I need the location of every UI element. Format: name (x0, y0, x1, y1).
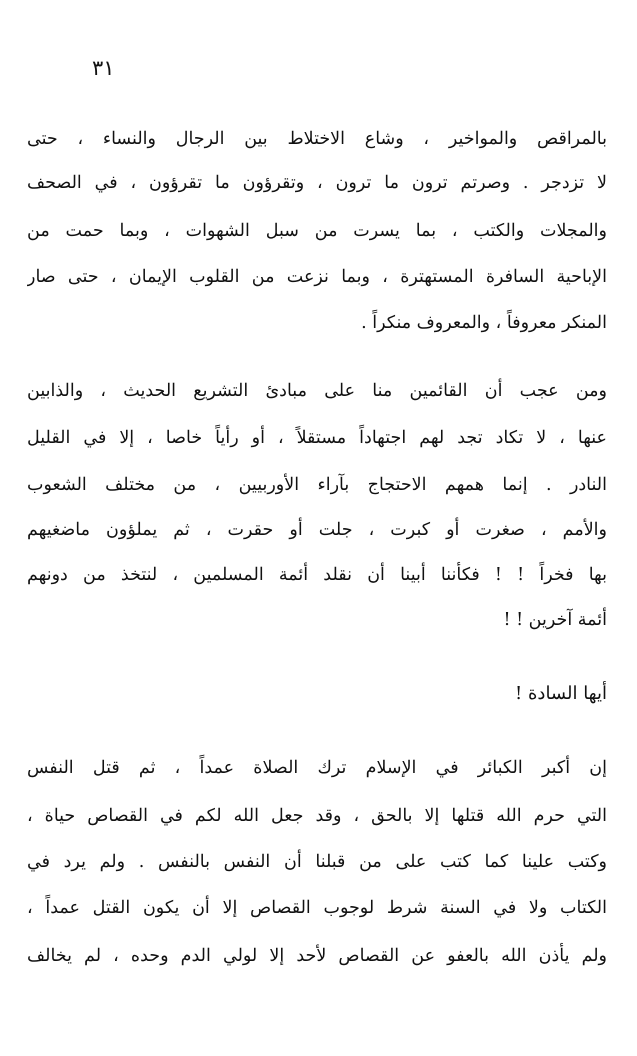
text-line: المنكر معروفاً ، والمعروف منكراً . (361, 313, 607, 333)
text-line: لا تزدجر . وصرتم ترون ما ترون ، وتقرؤون ما تقرؤون ، في الصحف (27, 173, 607, 193)
text-line: بها فخراً ! ! فكأننا أبينا أن نقلد أئمة المسلمين ، لنتخذ من دونهم (27, 565, 607, 585)
text-line: ولم يأذن الله بالعفو عن القصاص لأحد إلا لولي الدم وحده ، لم يخالف (27, 946, 607, 966)
section-heading: أيها السادة ! (515, 683, 607, 704)
text-line: ومن عجب أن القائمين منا على مبادئ التشريع الحديث ، والذابين (27, 381, 607, 401)
text-line: والأمم ، صغرت أو كبرت ، جلت أو حقرت ، ثم يملؤون ماضغيهم (27, 520, 607, 540)
text-line: وكتب علينا كما كتب على من قبلنا أن النفس بالنفس . ولم يرد في (27, 852, 607, 872)
text-line: أئمة آخرين ! ! (503, 610, 607, 630)
text-line: والمجلات والكتب ، بما يسرت من سبل الشهوات ، وبما حمت من (27, 221, 607, 241)
text-line: الكتاب ولا في السنة شرط لوجوب القصاص إلا أن يكون القتل عمداً ، (27, 898, 607, 918)
page-number: ٣١ (92, 56, 115, 80)
text-line: الإباحية السافرة المستهترة ، وبما نزعت من القلوب الإيمان ، حتى صار (27, 267, 607, 287)
text-line: التي حرم الله قتلها إلا بالحق ، وقد جعل الله لكم في القصاص حياة ، (27, 806, 607, 826)
text-line: النادر . إنما همهم الاحتجاج بآراء الأوربيين ، من مختلف الشعوب (27, 475, 607, 495)
text-line: عنها ، لا تكاد تجد لهم اجتهاداً مستقلاً ، أو رأياً خاصا ، إلا في القليل (27, 428, 607, 448)
text-line: بالمراقص والمواخير ، وشاع الاختلاط بين الرجال والنساء ، حتى (27, 129, 607, 149)
text-line: إن أكبر الكبائر في الإسلام ترك الصلاة عمداً ، ثم قتل النفس (27, 758, 607, 778)
